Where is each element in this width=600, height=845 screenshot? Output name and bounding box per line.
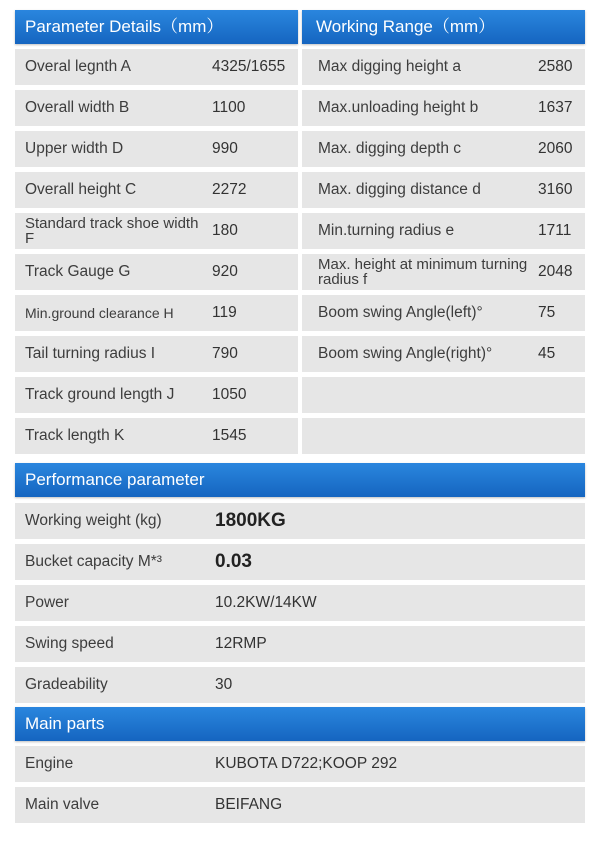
perf-value: 0.03 [215, 551, 252, 572]
perf-label: Power [25, 594, 69, 612]
perf-label: Working weight (kg) [25, 512, 162, 530]
param-label: Overal legnth A [25, 58, 131, 76]
range-value: 45 [538, 345, 556, 362]
perf-row-working-weight [15, 503, 585, 539]
parts-value: KUBOTA D722;KOOP 292 [215, 755, 398, 772]
range-row-max-unloading-height [302, 90, 585, 126]
range-label: Max. height at minimum turning radius f [318, 255, 528, 288]
parts-row-engine [15, 746, 585, 782]
parts-value: BEIFANG [215, 796, 283, 813]
param-row-track-gauge [15, 254, 298, 290]
param-value: 1545 [212, 427, 247, 444]
param-label: Overall width B [25, 99, 130, 117]
param-value: 4325/1655 [212, 58, 286, 75]
perf-value: 1800KG [215, 510, 286, 531]
param-label: Track Gauge G [25, 263, 131, 281]
range-label: Max digging height a [318, 58, 462, 76]
param-row-ground-clearance [15, 295, 298, 331]
range-row-max-height-min-radius [302, 254, 585, 290]
perf-label: Gradeability [25, 676, 108, 694]
param-value: 180 [212, 222, 238, 239]
param-label: Overall height C [25, 181, 137, 199]
param-label: Upper width D [25, 140, 124, 158]
perf-value: 30 [215, 676, 233, 693]
range-row-boom-swing-right [302, 336, 585, 372]
param-value: 2272 [212, 181, 247, 198]
param-value: 1100 [212, 99, 246, 116]
parts-label: Engine [25, 755, 74, 773]
parameter-details-title: Parameter Details（mm） [25, 17, 224, 36]
main-parts-header [15, 707, 585, 741]
working-range-title: Working Range（mm） [316, 17, 496, 36]
range-label: Max. digging distance d [318, 181, 481, 199]
perf-value: 12RMP [215, 635, 267, 652]
range-label: Max. digging depth c [318, 140, 462, 158]
perf-label: Bucket capacity M*³ [25, 553, 162, 571]
performance-title: Performance parameter [25, 470, 205, 489]
range-row-empty [302, 377, 585, 413]
range-row-empty [302, 418, 585, 454]
range-label: Boom swing Angle(left)° [318, 304, 483, 322]
range-value: 2048 [538, 263, 573, 280]
range-value: 75 [538, 304, 556, 321]
range-value: 2060 [538, 140, 573, 157]
param-value: 990 [212, 140, 238, 157]
range-row-max-digging-height [302, 49, 585, 85]
performance-header [15, 463, 585, 497]
perf-label: Swing speed [25, 635, 114, 653]
main-parts-title: Main parts [25, 714, 105, 733]
param-label: Tail turning radius I [25, 345, 156, 363]
parts-row-main-valve [15, 787, 585, 823]
range-label: Min.turning radius e [318, 222, 455, 240]
perf-row-gradeability [15, 667, 585, 703]
range-label: Boom swing Angle(right)° [318, 345, 493, 363]
param-label: Standard track shoe width F [25, 214, 199, 247]
param-row-tail-turning-radius [15, 336, 298, 372]
parts-label: Main valve [25, 796, 100, 814]
parameter-details-header [15, 10, 298, 44]
param-label: Min.ground clearance H [25, 304, 174, 321]
param-row-track-shoe-width [15, 213, 298, 249]
range-row-boom-swing-left [302, 295, 585, 331]
param-row-upper-width [15, 131, 298, 167]
param-row-overall-length [15, 49, 298, 85]
working-range-header [302, 10, 585, 44]
param-value: 790 [212, 345, 238, 362]
range-value: 1711 [538, 222, 572, 239]
range-label: Max.unloading height b [318, 99, 479, 117]
perf-row-power [15, 585, 585, 621]
perf-row-swing-speed [15, 626, 585, 662]
range-value: 3160 [538, 181, 573, 198]
param-row-track-ground-length [15, 377, 298, 413]
range-row-max-digging-distance [302, 172, 585, 208]
param-label: Track ground length J [25, 386, 175, 404]
perf-row-bucket-capacity [15, 544, 585, 580]
param-row-overall-width [15, 90, 298, 126]
range-value: 1637 [538, 99, 573, 116]
perf-value: 10.2KW/14KW [215, 594, 317, 611]
range-row-max-digging-depth [302, 131, 585, 167]
param-value: 920 [212, 263, 238, 280]
param-value: 119 [212, 304, 237, 321]
range-value: 2580 [538, 58, 573, 75]
param-label: Track length K [25, 427, 125, 445]
param-row-track-length [15, 418, 298, 454]
range-row-min-turning-radius [302, 213, 585, 249]
param-value: 1050 [212, 386, 247, 403]
param-row-overall-height [15, 172, 298, 208]
